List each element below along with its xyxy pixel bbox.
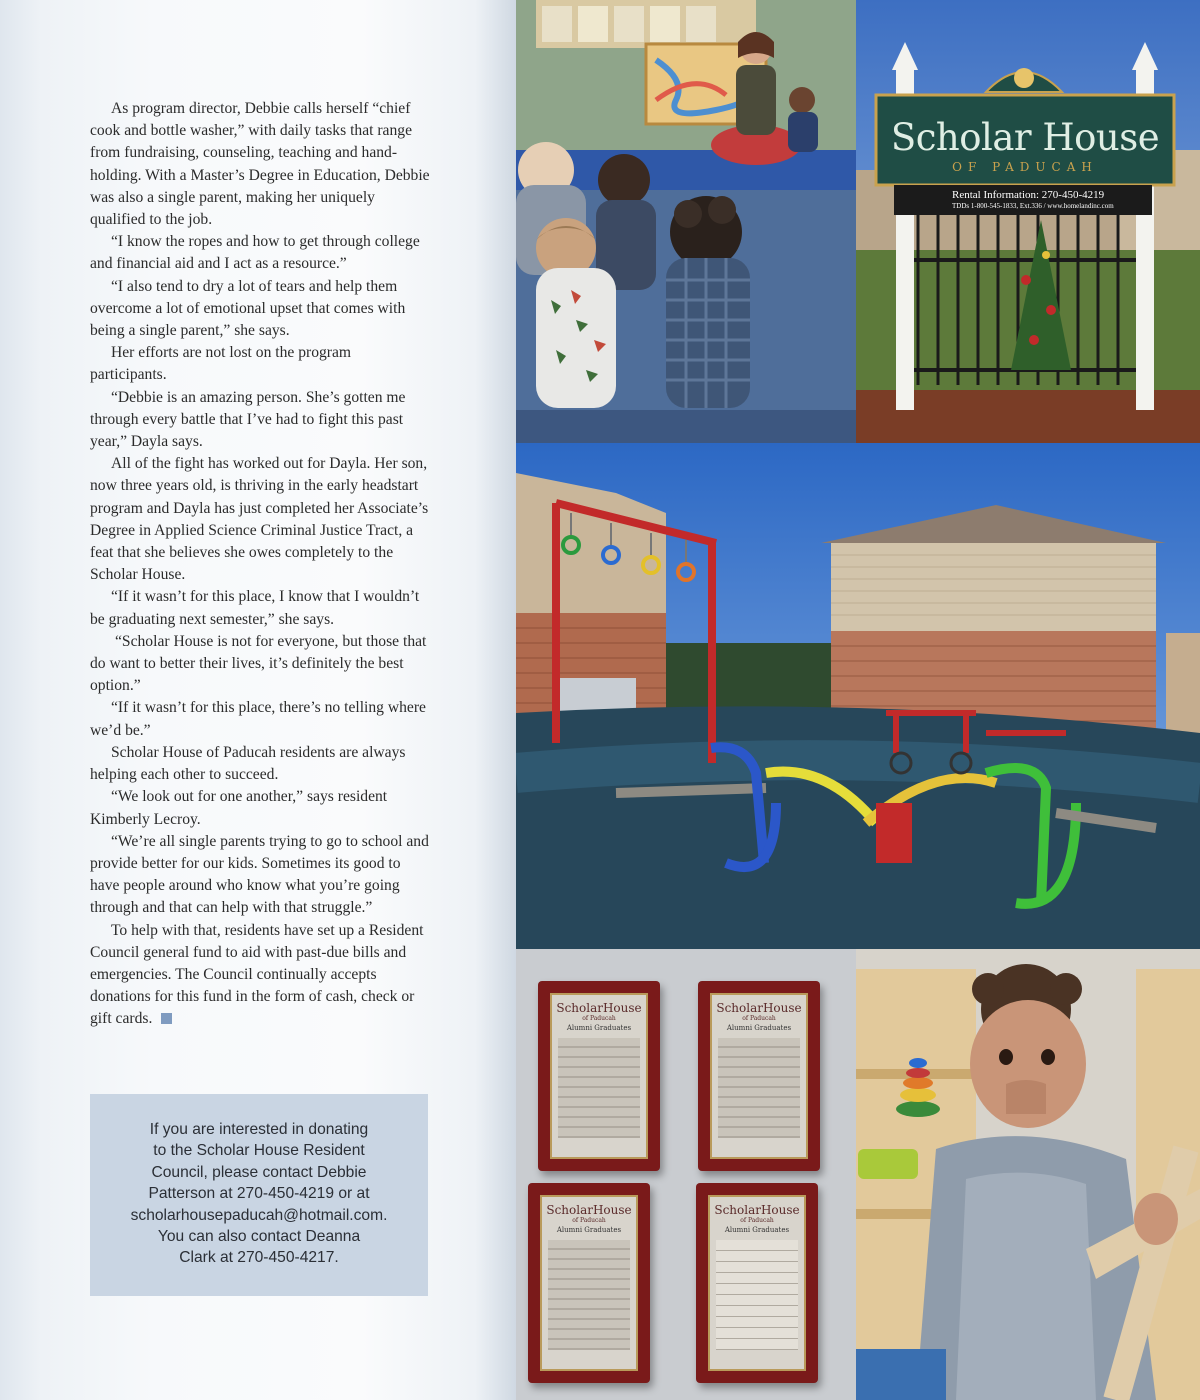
end-mark-icon xyxy=(161,1013,172,1024)
text-panel xyxy=(0,0,516,1400)
article-paragraph: “If it wasn’t for this place, I know that I wouldn’t be graduating next semester,” she says. xyxy=(90,588,420,628)
toddler-illustration xyxy=(856,949,1200,1400)
article-paragraph: “I also tend to dry a lot of tears and help them overcome a lot of emotional upset that comes with being a single parent,” she says. xyxy=(90,277,406,340)
callout-line: Patterson at 270-450-4219 or at xyxy=(148,1185,370,1203)
callout-line: Clark at 270-450-4217. xyxy=(179,1249,339,1267)
callout-email: scholarhousepaducah@hotmail.com. xyxy=(130,1206,388,1224)
scholar-house-sign-photo xyxy=(856,0,1200,443)
article-paragraph: “Debbie is an amazing person. She’s gotten me through every battle that I’ve had to fight this past year,” Dayla says. xyxy=(90,388,406,451)
plaque-brand: ScholarHouse xyxy=(546,1203,632,1217)
sign-illustration xyxy=(856,0,1200,443)
article-paragraph: As program director, Debbie calls herself “chief cook and bottle washer,” with daily tasks that range from fundraising, counseling, teaching and hand-holding. With a Master’s Degree in Education, Debbie was also a single parent, making her uniquely qualified to the job. xyxy=(90,100,430,229)
callout-line: You can also contact Deanna xyxy=(157,1228,361,1246)
alumni-plaque xyxy=(698,981,820,1171)
alumni-plaque xyxy=(538,981,660,1171)
alumni-plaque xyxy=(528,1183,650,1383)
plaque-sub: of Paducah xyxy=(740,1217,774,1224)
sign-subtitle: OF PADUCAH xyxy=(952,160,1098,174)
article-last-paragraph xyxy=(90,920,430,1031)
plaque-sub: of Paducah xyxy=(582,1015,616,1022)
plaque-sub: of Paducah xyxy=(572,1217,606,1224)
article-paragraph: All of the fight has worked out for Dayla. Her son, now three years old, is thriving in the early headstart program and Dayla has just completed her Associate’s Degree in Applied Science Criminal Justice Tract, a feat that she believes she owes completely to the Scholar House. xyxy=(90,455,429,584)
donation-callout-box xyxy=(90,1094,428,1296)
article-paragraph: “Scholar House is not for everyone, but those that do want to better their lives, it’s definitely the best option.” xyxy=(90,632,427,695)
article-paragraph: To help with that, residents have set up a Resident Council general fund to aid with past-due bills and emergencies. The Council continually accepts donations for this fund in the form of cash, check or gift cards. xyxy=(90,921,424,1028)
classroom-photo xyxy=(516,0,856,443)
playground-illustration xyxy=(516,443,1200,949)
plaque-title: Alumni Graduates xyxy=(726,1024,792,1032)
plaque-brand: ScholarHouse xyxy=(556,1001,642,1015)
article-paragraph: Her efforts are not lost on the program participants. xyxy=(90,344,352,384)
callout-line: to the Scholar House Resident xyxy=(153,1142,365,1160)
plaque-sub: of Paducah xyxy=(742,1015,776,1022)
sign-rental-info: Rental Information: 270-450-4219 xyxy=(952,189,1105,201)
plaque-brand: ScholarHouse xyxy=(714,1203,800,1217)
callout-line: If you are interested in donating xyxy=(149,1121,369,1138)
article-paragraph: “I know the ropes and how to get through college and financial aid and I act as a resource.” xyxy=(90,233,420,273)
article-body xyxy=(90,98,430,1031)
sign-tdd-info: TDDs 1-800-545-1833, Ext.336 / www.homelandinc.com xyxy=(952,202,1114,210)
sign-name: Scholar House xyxy=(890,116,1160,159)
plaque-brand: ScholarHouse xyxy=(716,1001,802,1015)
plaque-title: Alumni Graduates xyxy=(566,1024,632,1032)
toddler-photo xyxy=(856,949,1200,1400)
article-paragraph: “We look out for one another,” says resident Kimberly Lecroy. xyxy=(90,788,388,828)
article-paragraph: Scholar House of Paducah residents are always helping each other to succeed. xyxy=(90,743,406,784)
alumni-plaques-photo xyxy=(516,949,856,1400)
plaque-title: Alumni Graduates xyxy=(556,1226,622,1234)
callout-line: Council, please contact Debbie xyxy=(151,1163,367,1181)
playground-photo xyxy=(516,443,1200,949)
article-paragraph: “If it wasn’t for this place, there’s no telling where we’d be.” xyxy=(90,699,426,739)
plaque-title: Alumni Graduates xyxy=(724,1226,790,1234)
alumni-plaque xyxy=(696,1183,818,1383)
classroom-illustration xyxy=(516,0,856,443)
article-paragraph: “We’re all single parents trying to go to school and provide better for our kids. Sometimes its good to have people around who know what you’re going through and that can help with that struggle.” xyxy=(90,832,429,917)
